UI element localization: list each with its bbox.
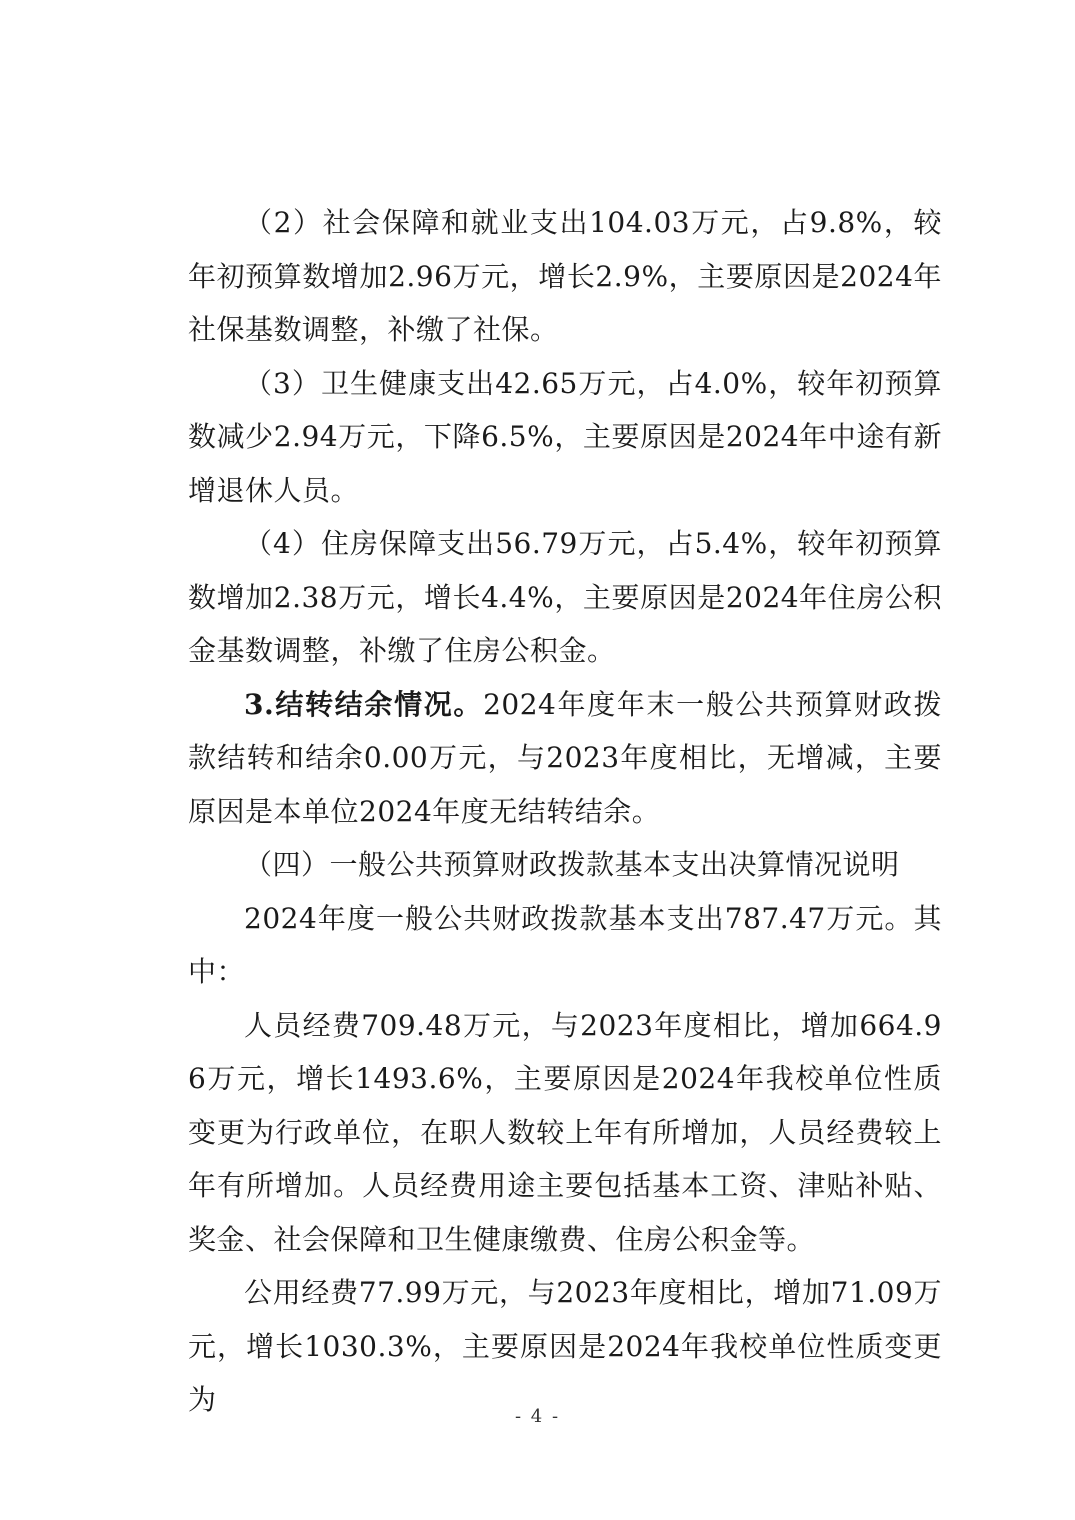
paragraph-social-security: （2）社会保障和就业支出104.03万元，占9.8%，较年初预算数增加2.96万元，增长2.9%，主要原因是2024年社保基数调整，补缴了社保。 xyxy=(188,206,942,346)
page-number: - 4 - xyxy=(514,1406,561,1427)
paragraph-housing: （4）住房保障支出56.79万元，占5.4%，较年初预算数增加2.38万元，增长4.4%，主要原因是2024年住房公积金基数调整，补缴了住房公积金。 xyxy=(188,527,942,667)
paragraph-public-expenses: 公用经费77.99万元，与2023年度相比，增加71.09万元，增长1030.3%，主要原因是2024年我校单位性质变更为 xyxy=(188,1276,942,1416)
section-heading: （四）一般公共预算财政拨款基本支出决算情况说明 xyxy=(244,848,900,881)
carryover-heading: 3.结转结余情况。 xyxy=(244,687,484,721)
paragraph-carryover xyxy=(188,678,942,839)
paragraph-health: （3）卫生健康支出42.65万元，占4.0%，较年初预算数减少2.94万元，下降6.5%，主要原因是2024年中途有新增退休人员。 xyxy=(188,366,942,507)
paragraph-personnel-expenses: 人员经费709.48万元，与2023年度相比，增加664.96万元，增长1493.6%，主要原因是2024年我校单位性质变更为行政单位，在职人数较上年有所增加，人员经费较上年有所增加。人员经费用途主要包括基本工资、津贴补贴、奖金、社会保障和卫生健康缴费、住房公积金等。 xyxy=(188,1008,942,1256)
document-body xyxy=(188,196,942,1427)
carryover-text: 2024年度年末一般公共预算财政拨款结转和结余0.00万元，与2023年度相比，无增减，主要原因是本单位2024年度无结转结余。 xyxy=(188,687,943,828)
paragraph-basic-expenditure: 2024年度一般公共财政拨款基本支出787.47万元。其中： xyxy=(188,901,942,988)
